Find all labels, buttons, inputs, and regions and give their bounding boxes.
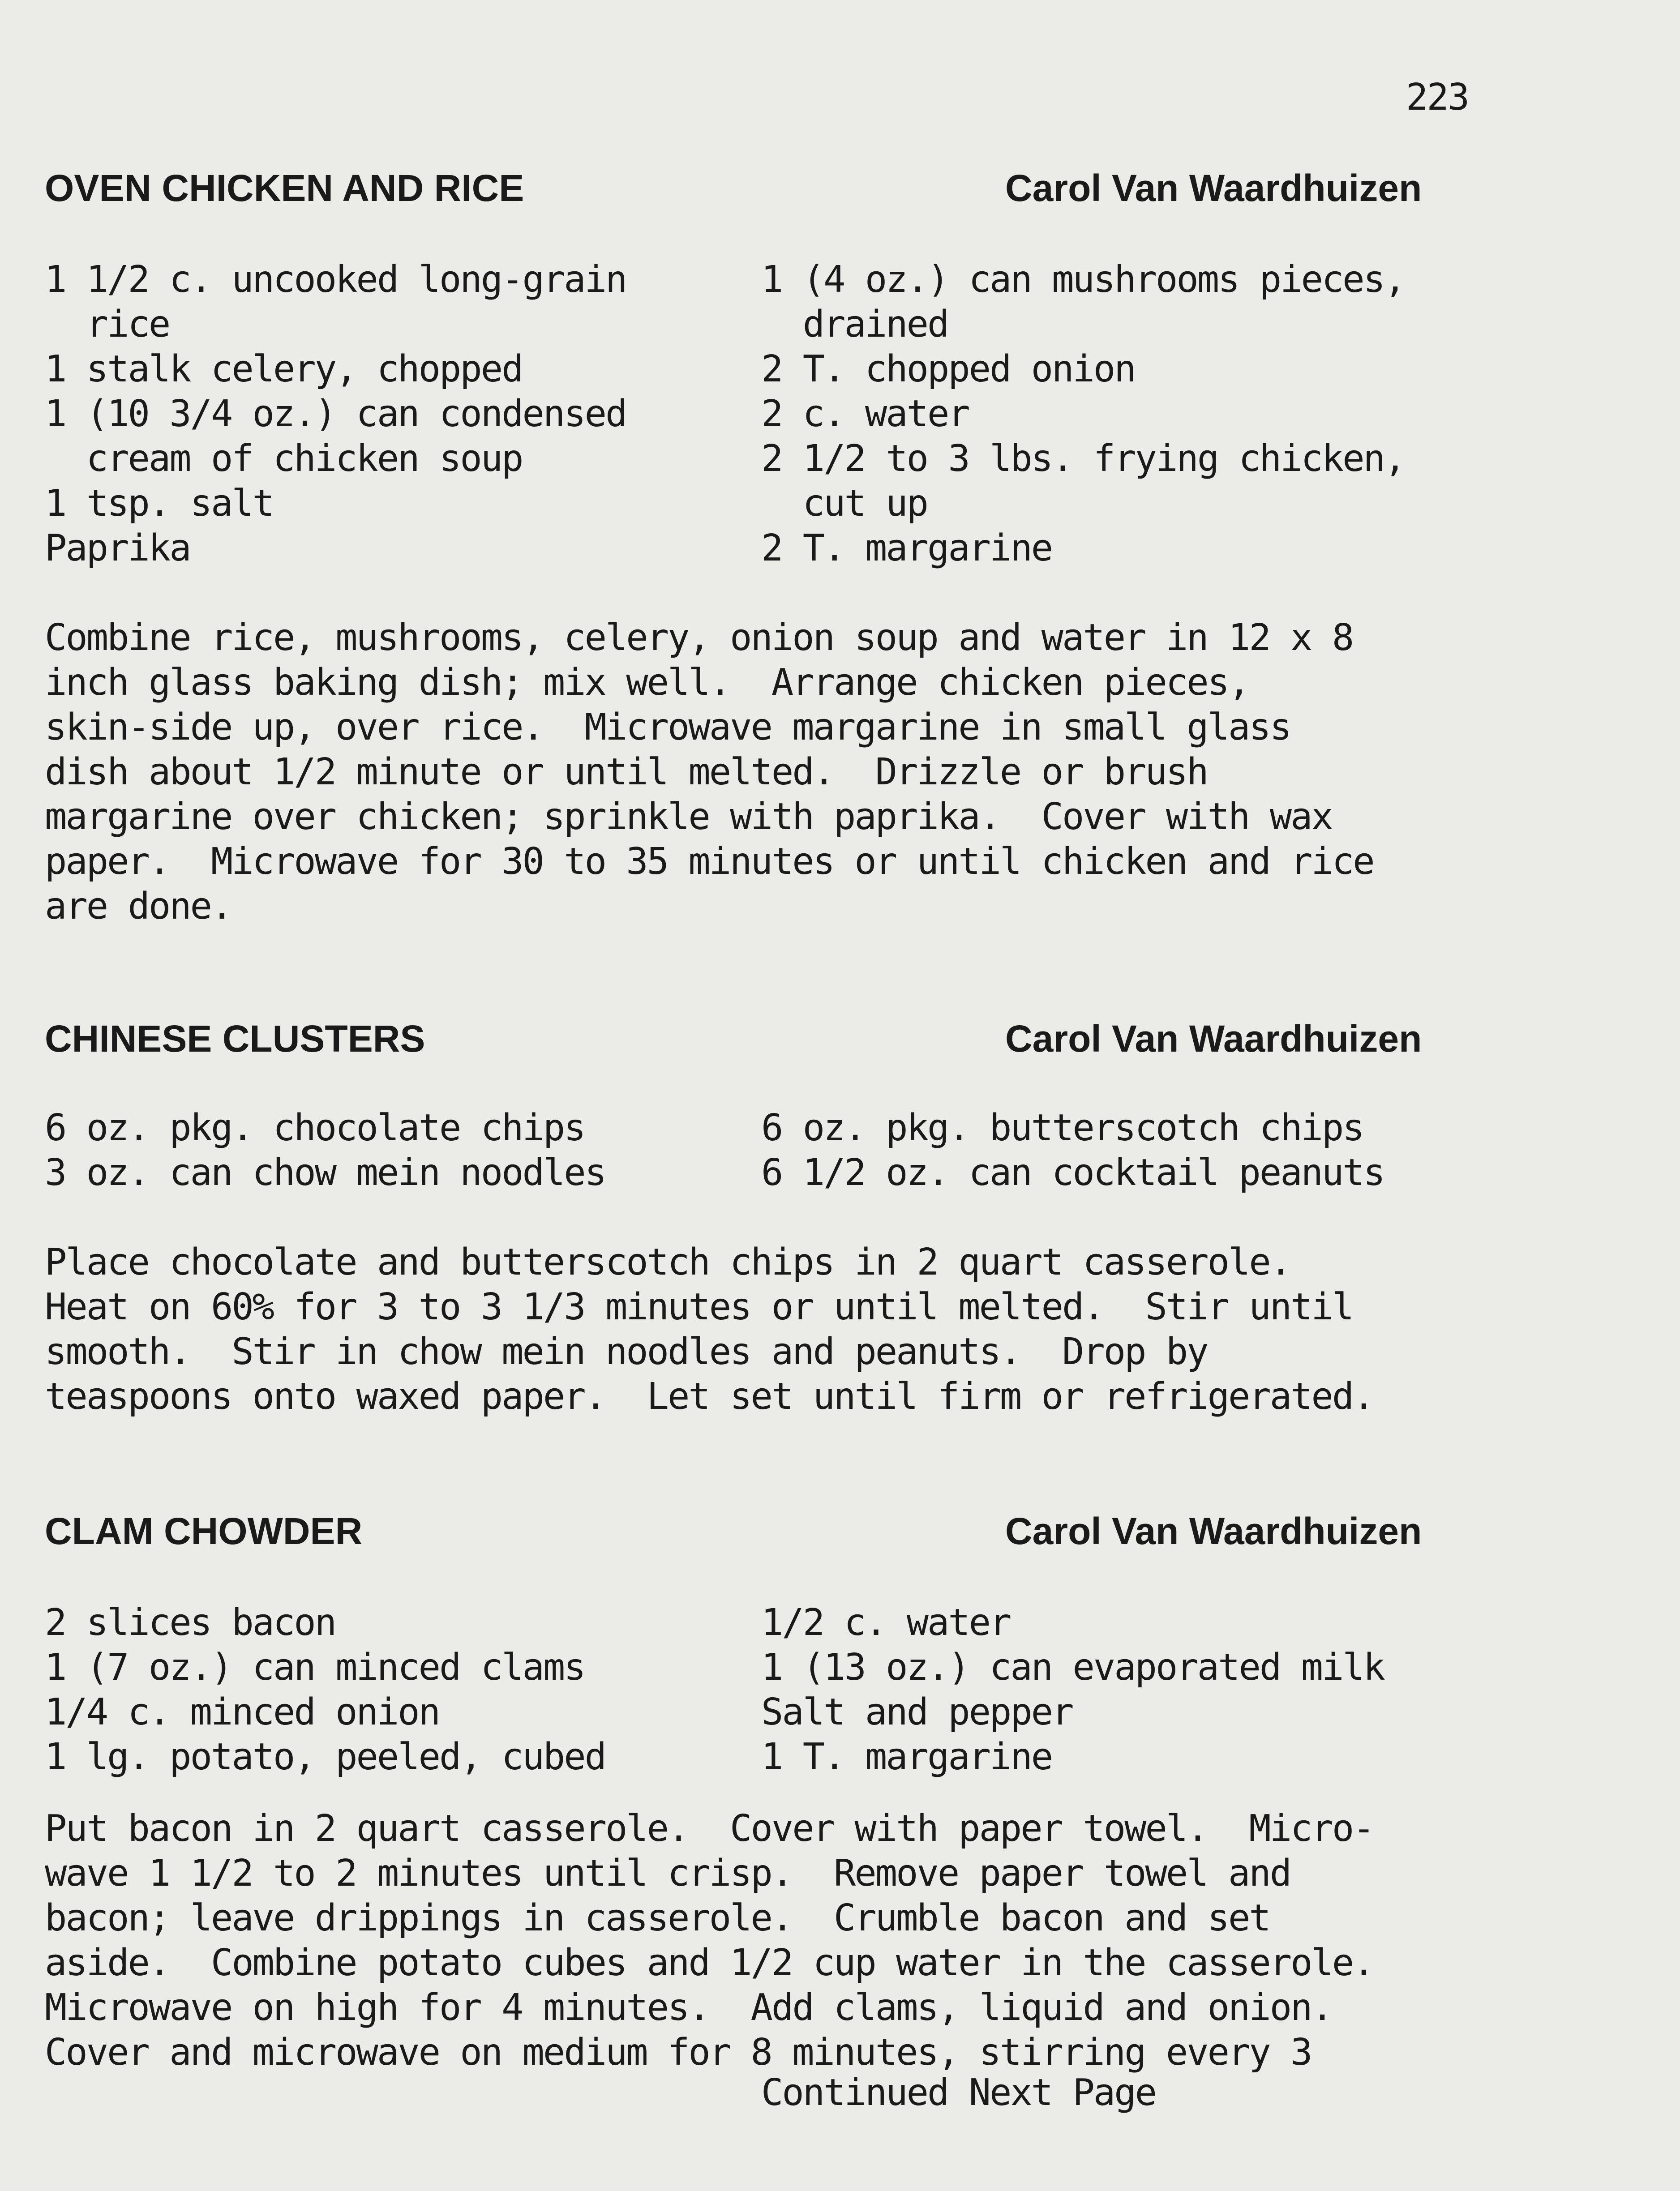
direction-line: margarine over chicken; sprinkle with paprika. Cover with wax: [45, 796, 1332, 838]
recipe-author: Carol Van Waardhuizen: [1005, 167, 1422, 209]
page-number: 223: [1406, 76, 1469, 119]
direction-line: smooth. Stir in chow mein noodles and peanuts. Drop by: [45, 1331, 1208, 1373]
recipe-title: OVEN CHICKEN AND RICE: [45, 167, 524, 209]
direction-line: Microwave on high for 4 minutes. Add clams, liquid and onion.: [45, 1986, 1332, 2029]
ingredient-right: 1/2 c. water: [761, 1601, 1011, 1644]
ingredient-left: 2 slices bacon: [45, 1601, 336, 1644]
ingredient-left: 1 1/2 c. uncooked long-grain: [45, 258, 626, 301]
ingredient-right: 2 c. water: [761, 393, 969, 435]
bleed-through-decoration: [940, 148, 962, 193]
direction-line: bacon; leave drippings in casserole. Crumble bacon and set: [45, 1897, 1270, 1939]
ingredient-right: 1 (13 oz.) can evaporated milk: [761, 1646, 1384, 1689]
continued-note: Continued Next Page: [761, 2071, 1156, 2114]
ingredient-right: 2 T. chopped onion: [761, 348, 1135, 390]
direction-line: inch glass baking dish; mix well. Arrange chicken pieces,: [45, 661, 1249, 704]
ingredient-left: 6 oz. pkg. chocolate chips: [45, 1107, 585, 1149]
ingredient-right: 2 1/2 to 3 lbs. frying chicken,: [761, 437, 1405, 480]
ingredient-right: Salt and pepper: [761, 1691, 1073, 1733]
direction-line: paper. Microwave for 30 to 35 minutes or until chicken and rice: [45, 840, 1374, 883]
recipe-author: Carol Van Waardhuizen: [1005, 1510, 1422, 1552]
ingredient-left: cream of chicken soup: [45, 437, 523, 480]
direction-line: skin-side up, over rice. Microwave margarine in small glass: [45, 706, 1291, 749]
direction-line: Place chocolate and butterscotch chips in 2 quart casserole.: [45, 1241, 1291, 1284]
ingredient-right: 2 T. margarine: [761, 527, 1052, 569]
ingredient-left: 1 lg. potato, peeled, cubed: [45, 1736, 605, 1778]
ingredient-left: 1 tsp. salt: [45, 482, 274, 525]
ingredient-left: 1/4 c. minced onion: [45, 1691, 439, 1733]
ingredient-right: 1 (4 oz.) can mushrooms pieces,: [761, 258, 1405, 301]
recipe-title: CLAM CHOWDER: [45, 1510, 363, 1552]
recipe-title: CHINESE CLUSTERS: [45, 1018, 425, 1060]
ingredient-left: rice: [45, 303, 170, 346]
direction-line: Heat on 60% for 3 to 3 1/3 minutes or until melted. Stir until: [45, 1286, 1353, 1328]
ingredient-left: Paprika: [45, 527, 190, 569]
direction-line: wave 1 1/2 to 2 minutes until crisp. Remove paper towel and: [45, 1852, 1291, 1895]
ingredient-left: 1 (7 oz.) can minced clams: [45, 1646, 585, 1689]
ingredient-left: 1 stalk celery, chopped: [45, 348, 523, 390]
direction-line: dish about 1/2 minute or until melted. Drizzle or brush: [45, 751, 1208, 793]
ingredient-right: drained: [761, 303, 948, 346]
ingredient-left: 3 oz. can chow mein noodles: [45, 1151, 605, 1194]
recipe-author: Carol Van Waardhuizen: [1005, 1018, 1422, 1060]
direction-line: aside. Combine potato cubes and 1/2 cup water in the casserole.: [45, 1942, 1374, 1984]
direction-line: are done.: [45, 885, 232, 928]
direction-line: teaspoons onto waxed paper. Let set until firm or refrigerated.: [45, 1375, 1374, 1418]
ingredient-right: 6 oz. pkg. butterscotch chips: [761, 1107, 1363, 1149]
ingredient-right: 1 T. margarine: [761, 1736, 1052, 1778]
ingredient-right: cut up: [761, 482, 927, 525]
ingredient-left: 1 (10 3/4 oz.) can condensed: [45, 393, 626, 435]
ingredient-right: 6 1/2 oz. can cocktail peanuts: [761, 1151, 1384, 1194]
direction-line: Combine rice, mushrooms, celery, onion soup and water in 12 x 8: [45, 616, 1353, 659]
direction-line: Cover and microwave on medium for 8 minutes, stirring every 3: [45, 2031, 1311, 2074]
direction-line: Put bacon in 2 quart casserole. Cover with paper towel. Micro-: [45, 1807, 1374, 1850]
